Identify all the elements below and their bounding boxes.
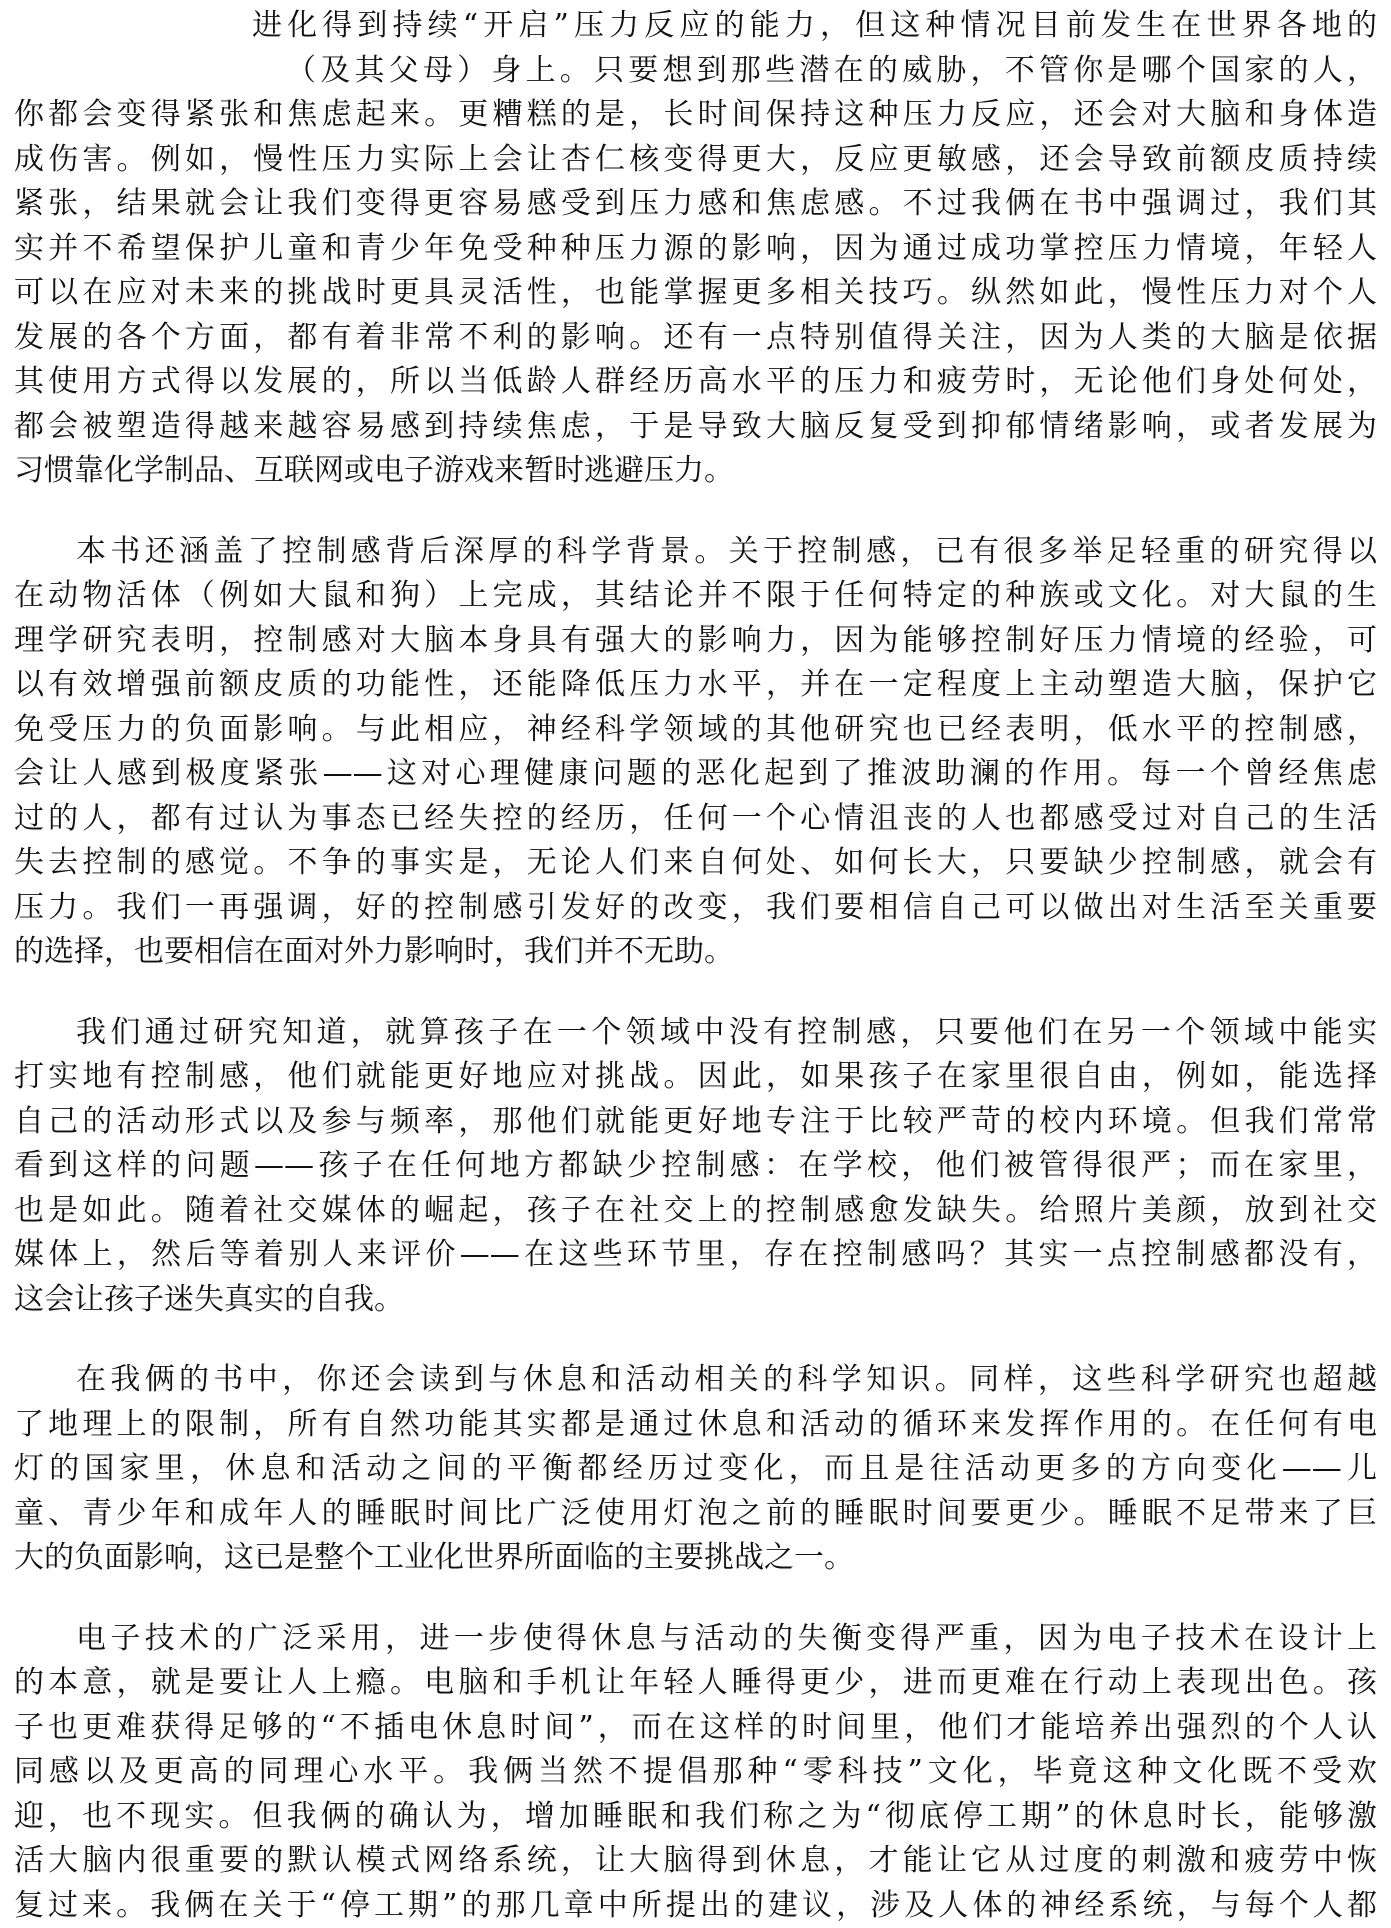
text-line: 迎，也不现实。但我俩的确认为，增加睡眠和我们称之为“彻底停工期”的休息时长，能够激	[14, 1795, 1377, 1840]
text-line: 本书还涵盖了控制感背后深厚的科学背景。关于控制感，已有很多举足轻重的研究得以	[14, 530, 1377, 575]
text-line: 压力。我们一再强调，好的控制感引发好的改变，我们要相信自己可以做出对生活至关重要	[14, 886, 1377, 931]
text-line: 进化得到持续“开启”压力反应的能力，但这种情况目前发生在世界各地的	[14, 4, 1377, 49]
paragraph-5	[14, 1617, 1377, 1928]
paragraph-gap	[14, 1581, 1377, 1617]
paragraph-gap	[14, 975, 1377, 1011]
paragraph-2	[14, 530, 1377, 975]
paragraph-gap	[14, 494, 1377, 530]
text-line: 紧张，结果就会让我们变得更容易感受到压力感和焦虑感。不过我俩在书中强调过，我们其	[14, 182, 1377, 227]
text-line: 发展的各个方面，都有着非常不利的影响。还有一点特别值得关注，因为人类的大脑是依据	[14, 316, 1377, 361]
text-line: 电子技术的广泛采用，进一步使得休息与活动的失衡变得严重，因为电子技术在设计上	[14, 1617, 1377, 1662]
text-line: 习惯靠化学制品、互联网或电子游戏来暂时逃避压力。	[14, 449, 1377, 494]
text-line: 会让人感到极度紧张——这对心理健康问题的恶化起到了推波助澜的作用。每一个曾经焦虑	[14, 752, 1377, 797]
paragraph-4	[14, 1358, 1377, 1581]
text-line: 媒体上，然后等着别人来评价——在这些环节里，存在控制感吗？其实一点控制感都没有，	[14, 1233, 1377, 1278]
text-line: 我们通过研究知道，就算孩子在一个领域中没有控制感，只要他们在另一个领域中能实	[14, 1011, 1377, 1056]
text-line: 以有效增强前额皮质的功能性，还能降低压力水平，并在一定程度上主动塑造大脑，保护它	[14, 663, 1377, 708]
text-line: 自己的活动形式以及参与频率，那他们就能更好地专注于比较严苛的校内环境。但我们常常	[14, 1100, 1377, 1145]
paragraph-3	[14, 1011, 1377, 1323]
text-line: 大的负面影响，这已是整个工业化世界所面临的主要挑战之一。	[14, 1536, 1377, 1581]
text-line: 了地理上的限制，所有自然功能其实都是通过休息和活动的循环来发挥作用的。在任何有电	[14, 1403, 1377, 1448]
text-line: 同感以及更高的同理心水平。我俩当然不提倡那种“零科技”文化，毕竟这种文化既不受欢	[14, 1750, 1377, 1795]
text-line: （及其父母）身上。只要想到那些潜在的威胁，不管你是哪个国家的人，	[14, 49, 1377, 94]
text-line: 在我俩的书中，你还会读到与休息和活动相关的科学知识。同样，这些科学研究也超越	[14, 1358, 1377, 1403]
text-line: 童、青少年和成年人的睡眠时间比广泛使用灯泡之前的睡眠时间要更少。睡眠不足带来了巨	[14, 1492, 1377, 1537]
text-line: 都会被塑造得越来越容易感到持续焦虑，于是导致大脑反复受到抑郁情绪影响，或者发展为	[14, 405, 1377, 450]
text-line: 的选择，也要相信在面对外力影响时，我们并不无助。	[14, 930, 1377, 975]
text-line: 可以在应对未来的挑战时更具灵活性，也能掌握更多相关技巧。纵然如此，慢性压力对个人	[14, 271, 1377, 316]
text-line: 灯的国家里，休息和活动之间的平衡都经历过变化，而且是往活动更多的方向变化——儿	[14, 1447, 1377, 1492]
text-line: 免受压力的负面影响。与此相应，神经科学领域的其他研究也已经表明，低水平的控制感，	[14, 708, 1377, 753]
text-line: 过的人，都有过认为事态已经失控的经历，任何一个心情沮丧的人也都感受过对自己的生活	[14, 797, 1377, 842]
paragraph-gap	[14, 1322, 1377, 1358]
text-line: 成伤害。例如，慢性压力实际上会让杏仁核变得更大，反应更敏感，还会导致前额皮质持续	[14, 138, 1377, 183]
text-line: 实并不希望保护儿童和青少年免受种种压力源的影响，因为通过成功掌控压力情境，年轻人	[14, 227, 1377, 272]
text-line: 失去控制的感觉。不争的事实是，无论人们来自何处、如何长大，只要缺少控制感，就会有	[14, 841, 1377, 886]
book-page	[14, 4, 1377, 1794]
text-line: 的本意，就是要让人上瘾。电脑和手机让年轻人睡得更少，进而更难在行动上表现出色。孩	[14, 1661, 1377, 1706]
text-line: 这会让孩子迷失真实的自我。	[14, 1278, 1377, 1323]
text-line: 在动物活体（例如大鼠和狗）上完成，其结论并不限于任何特定的种族或文化。对大鼠的生	[14, 574, 1377, 619]
text-line: 你都会变得紧张和焦虑起来。更糟糕的是，长时间保持这种压力反应，还会对大脑和身体造	[14, 93, 1377, 138]
text-line: 看到这样的问题——孩子在任何地方都缺少控制感：在学校，他们被管得很严；而在家里，	[14, 1144, 1377, 1189]
text-line: 子也更难获得足够的“不插电休息时间”，而在这样的时间里，他们才能培养出强烈的个人认	[14, 1706, 1377, 1751]
text-line: 打实地有控制感，他们就能更好地应对挑战。因此，如果孩子在家里很自由，例如，能选择	[14, 1055, 1377, 1100]
text-line: 也是如此。随着社交媒体的崛起，孩子在社交上的控制感愈发缺失。给照片美颜，放到社交	[14, 1189, 1377, 1234]
paragraph-1	[14, 4, 1377, 494]
text-line: 复过来。我俩在关于“停工期”的那几章中所提出的建议，涉及人体的神经系统，与每个人都	[14, 1884, 1377, 1928]
text-line: 理学研究表明，控制感对大脑本身具有强大的影响力，因为能够控制好压力情境的经验，可	[14, 619, 1377, 664]
text-line: 其使用方式得以发展的，所以当低龄人群经历高水平的压力和疲劳时，无论他们身处何处，	[14, 360, 1377, 405]
text-line: 活大脑内很重要的默认模式网络系统，让大脑得到休息，才能让它从过度的刺激和疲劳中恢	[14, 1839, 1377, 1884]
